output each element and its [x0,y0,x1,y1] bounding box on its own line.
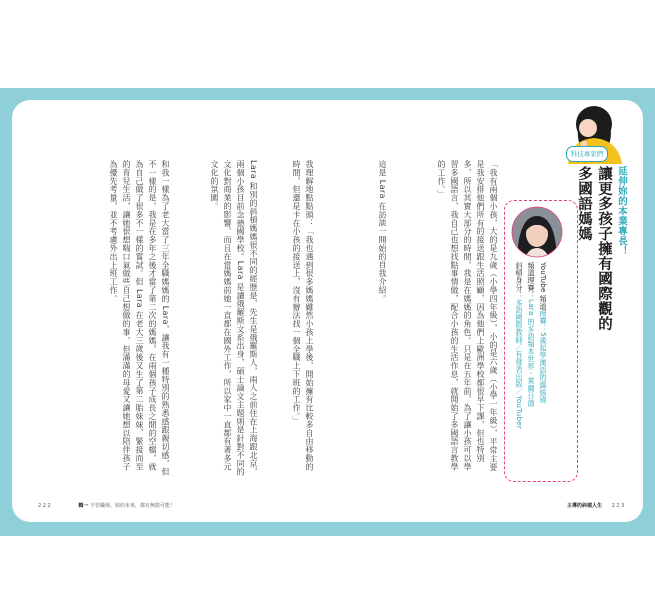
footer-left-title: 不管職場、妳的未來，都有無限可能！ [89,503,175,509]
author-photo [511,206,563,258]
headline: 讓更多孩子擁有國際觀的多國語媽媽 [576,166,613,331]
paragraph-4: Lara 和別的斜槓媽媽很不同的經歷是，先生是俄羅斯人，兩人之前住在上海跟北京，兩個小孩目前念德國學校。Lara 是讀俄羅斯文系出身，碩士論文主題則是針對不同的文化對商業的影響，而且在當媽媽前她一直都在國外工作，所以家中一直都有著多元文化的氛圍。 [210,160,258,477]
bio-name [526,262,536,472]
bio-identity [514,262,524,472]
bio-name-detail: Lara 的多語頻本世界・萊爾日德 [527,299,536,407]
badge-label: 科技專家們 [566,146,608,162]
paragraph-1: 「我有兩個小孩，大的是九歲（小學四年級），小的是六歲（小學一年級），平常主要是我安排他們所有的接送跟生活照顧，因為他們上歐洲學校都很早下課，但也特別多，所以其實大部分的時間，我是在媽媽的角色。只是在五年前，為了讓小孩可以學習多國語言，我自己也想找點事情做，配合小孩的生活作息，就開始了多國語言教學的工作。」 [437,160,498,472]
footer-right-title: 主導的斜槓人生 [567,503,603,509]
tagline: 延伸妳的本業專長！ [616,166,627,256]
illustration-face [579,119,597,137]
footer-left-page-number: 2 2 2 [38,503,51,509]
bio-role-detail: 理賽：5歲起學漢語的露絲瑋 [539,309,548,404]
footer-right-page-number: 2 2 3 [611,503,625,509]
bio-role-prefix: YouTube 頻道 [539,262,548,310]
bio-identity-prefix: 斜槓身分： [515,262,524,299]
footer-chapter: 輯一 [78,503,89,509]
paragraph-3: 我理解地點點頭：「我也遇到很多媽媽雖然小孩上學後，開始擁有比較多自由移動的時間，但還是卡在小孩的接送上，沒有辦法找一個全職上下班的工作。」 [292,160,314,471]
footer-right [567,502,624,509]
paragraph-2: 這是 Lara 在訪談一開始的自我介紹。 [378,160,387,303]
bio-identity-detail: 多語國際教師／有發表出版／YouTuber [515,299,524,429]
bio-role [538,262,548,472]
bio-name-prefix: 頻道理賽： [527,262,536,299]
footer-left [38,502,175,509]
paragraph-5: 和我一樣為了老大當了三年全職媽媽的 Lara，讓我有一種特別的熟悉感跟親切感，但不一樣的是，我是在多年之後才當了第二次的媽媽，在兩個孩子成長之間的空檔，就為自己做了很多不一樣的嘗試。但 Lara 在老大三歲後又生了第二胎妹妹，緊接而至的育兒生活，讓她很想喘口氣做些自己想做的事，但滿滿的母愛又讓她想以陪伴孩子為優先考量，並不考慮外出上班工作。 [109,160,170,477]
